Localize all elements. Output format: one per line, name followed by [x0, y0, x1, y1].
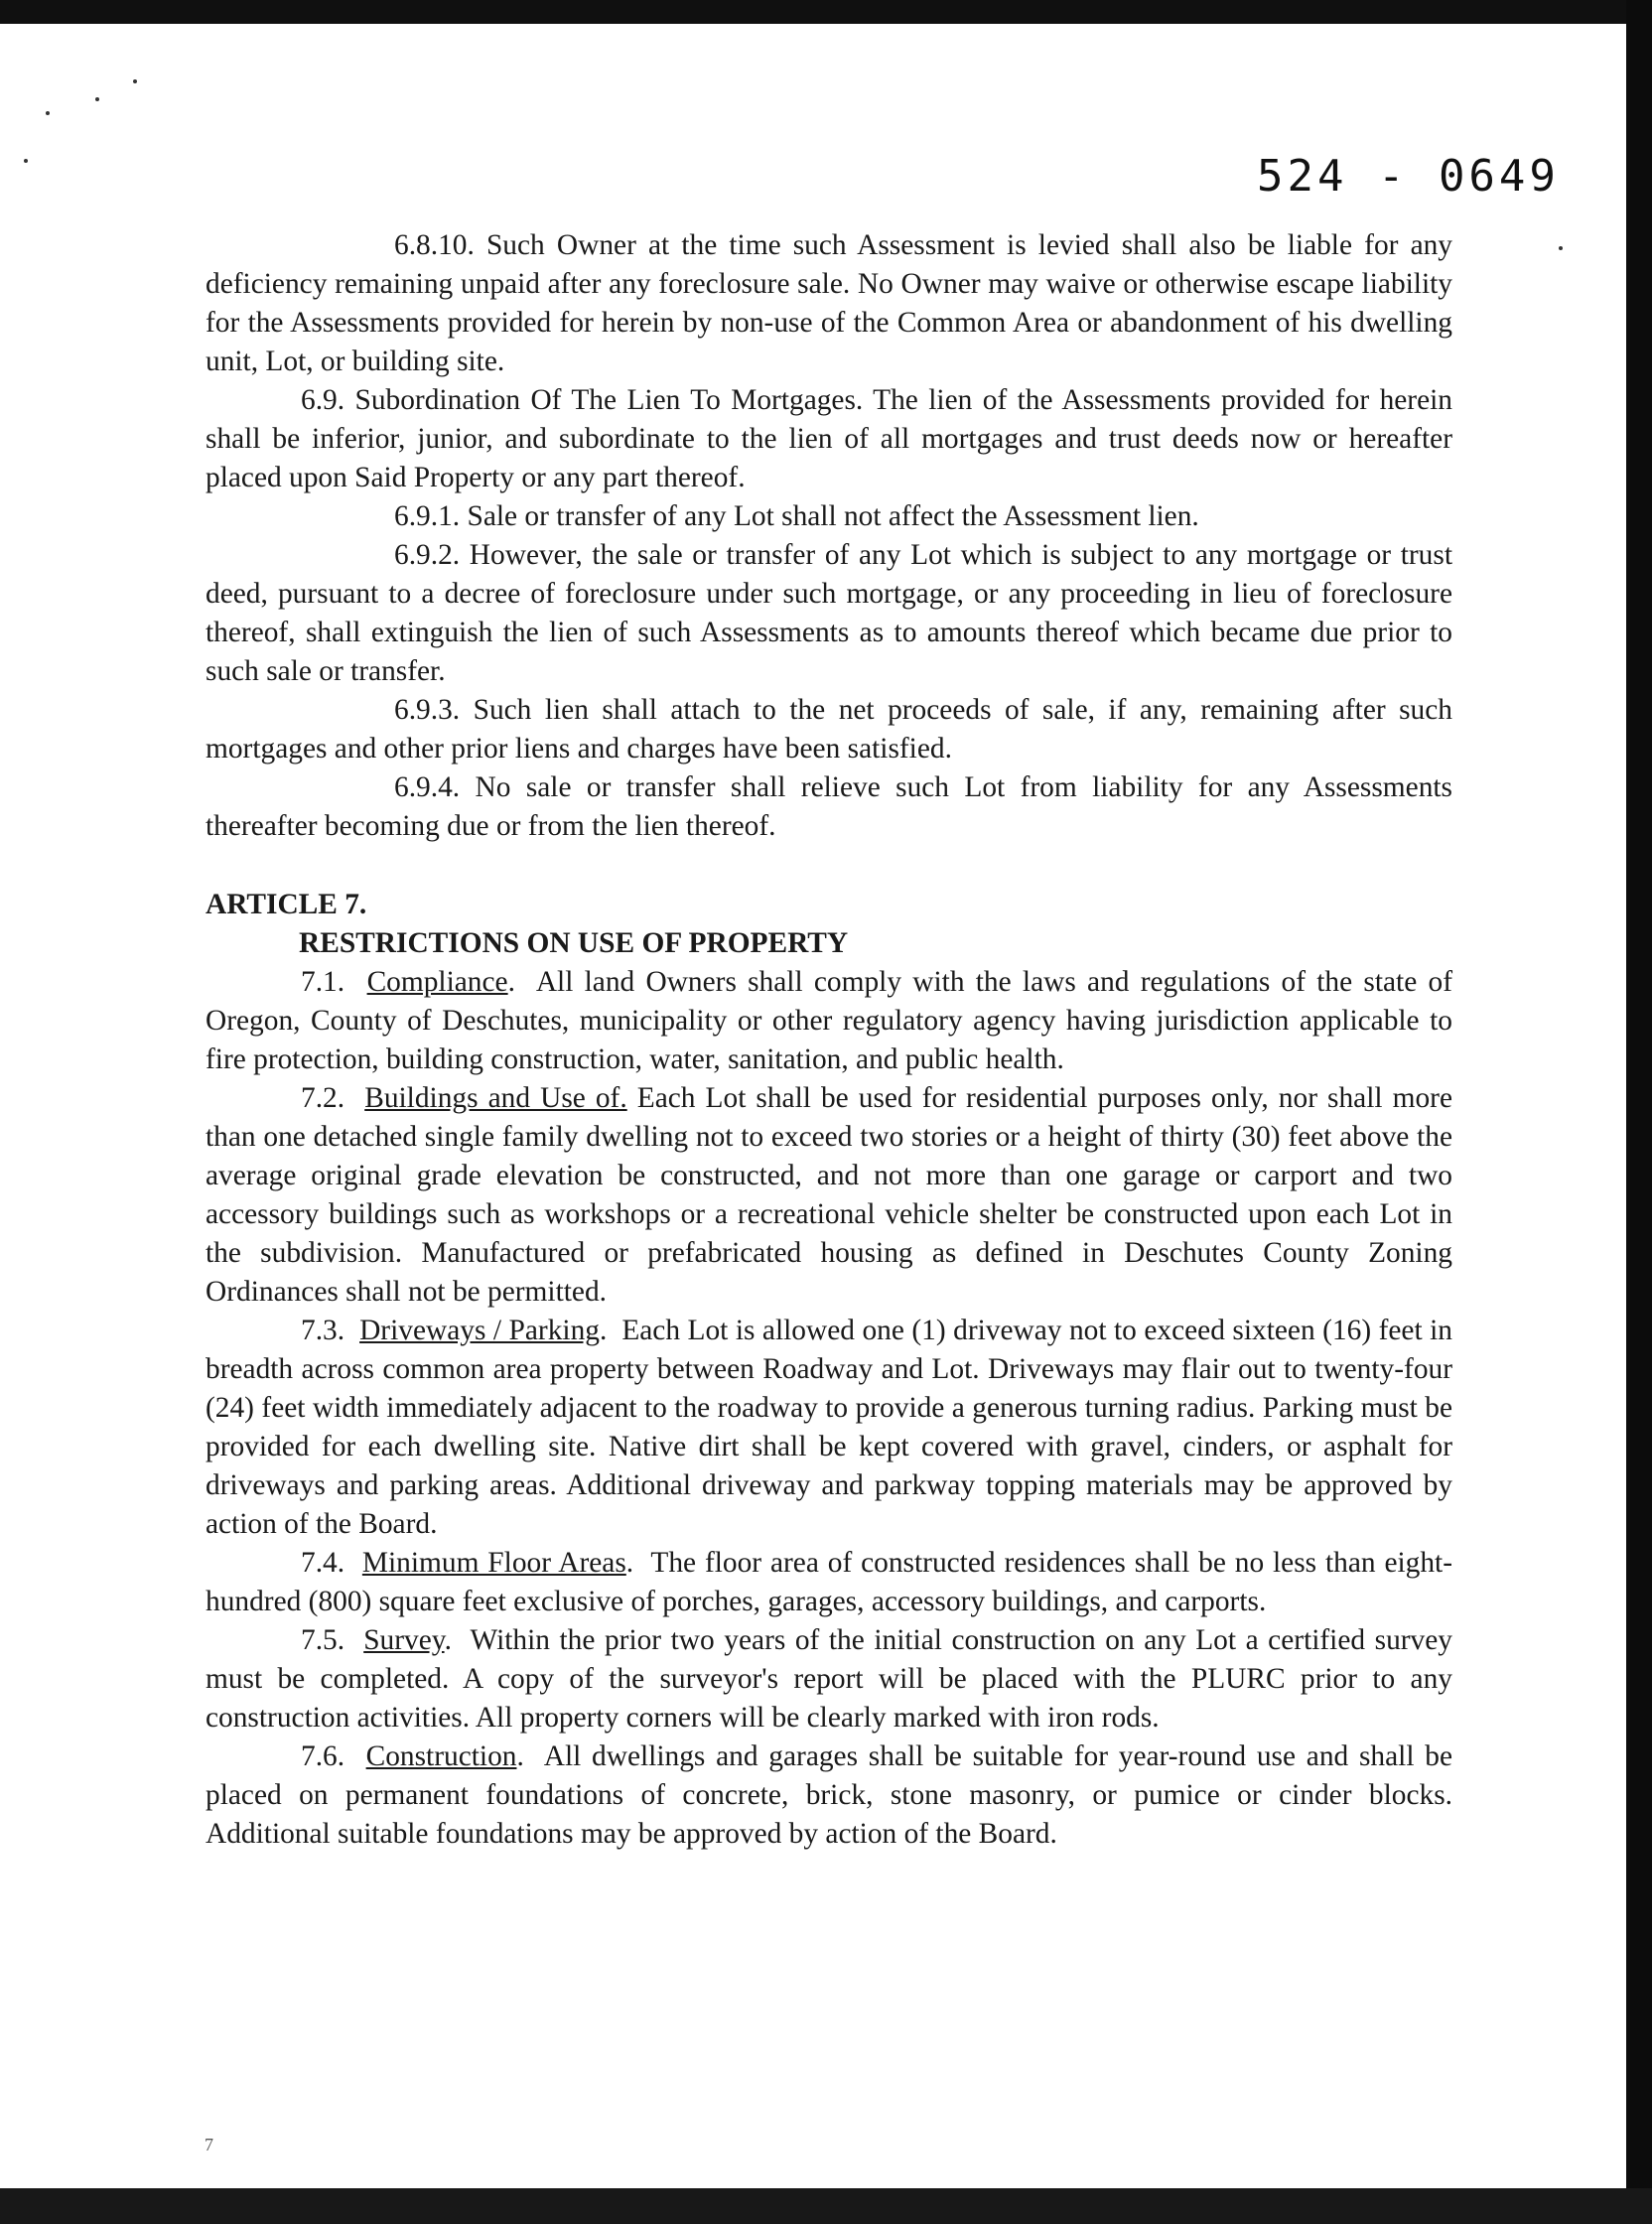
section-7-6: [206, 1738, 1452, 1854]
heading-punct: .: [625, 1547, 634, 1579]
heading-punct: .: [444, 1624, 452, 1656]
scan-speck: [1559, 246, 1563, 250]
scan-border-top: [0, 0, 1652, 24]
scan-speck: [46, 111, 50, 115]
scan-border-bottom: [0, 2188, 1652, 2224]
section-number: 7.6.: [301, 1740, 345, 1772]
spacer: [206, 846, 1452, 886]
section-heading: Construction: [365, 1740, 517, 1772]
scan-border-right: [1626, 0, 1652, 2224]
section-text: All dwellings and garages shall be suitable for year-round use and shall be placed on permanent foundations of concrete, brick, stone masonry, or pumice or cinder blocks. Additional suitable foundations may be approved by action of the Board.: [206, 1740, 1452, 1850]
paragraph-6-8-10: 6.8.10. Such Owner at the time such Assessment is levied shall also be liable for any deficiency remaining unpaid after any foreclosure sale. No Owner may waive or otherwise escape liability for the Assessments provided for herein by non-use of the Common Area or abandonment of his dwelling unit, Lot, or building site.: [206, 229, 1452, 377]
section-heading: Compliance: [366, 966, 508, 998]
section-number: 7.2.: [301, 1082, 345, 1114]
section-text: All land Owners shall comply with the laws and regulations of the state of Oregon, County of Deschutes, municipality or other regulatory agency having jurisdiction applicable to fire protection, building construction, water, sanitation, and public health.: [206, 966, 1452, 1075]
section-number: 7.5.: [301, 1624, 345, 1656]
article-number: ARTICLE 7.: [206, 889, 367, 920]
article-title: RESTRICTIONS ON USE OF PROPERTY: [299, 927, 849, 959]
document-number: 524 - 0649: [1257, 151, 1560, 202]
section-7-3: [206, 1312, 1452, 1544]
heading-punct: .: [516, 1740, 524, 1772]
section-text: Each Lot shall be used for residential purposes only, nor shall more than one detached single family dwelling not to exceed two stories or a height of thirty (30) feet above the average original grade elevation be constructed, and not more than one garage or carport and two accessory buildings such as workshops or a recreational vehicle shelter be constructed upon each Lot in the subdivision. Manufactured or prefabricated housing as defined in Deschutes County Zoning Ordinances shall not be permitted.: [206, 1082, 1452, 1308]
paragraph-6-9-1: 6.9.1. Sale or transfer of any Lot shall not affect the Assessment lien.: [394, 500, 1199, 532]
paragraph-6-9-2: 6.9.2. However, the sale or transfer of any Lot which is subject to any mortgage or trust deed, pursuant to a decree of foreclosure under such mortgage, or any proceeding in lieu of foreclosure thereof, shall extinguish the lien of such Assessments as to amounts thereof which became due prior to such sale or transfer.: [206, 539, 1452, 687]
section-text: The floor area of constructed residences shall be no less than eight-hundred (800) square feet exclusive of porches, garages, accessory buildings, and carports.: [206, 1547, 1453, 1617]
section-7-5: [206, 1621, 1452, 1738]
section-heading: Driveways / Parking: [359, 1315, 600, 1346]
heading-punct: .: [599, 1315, 608, 1346]
section-heading: Buildings and Use of.: [364, 1082, 627, 1114]
scan-speck: [24, 159, 28, 163]
paragraph-6-9-3: 6.9.3. Such lien shall attach to the net proceeds of sale, if any, remaining after such mortgages and other prior liens and charges have been satisfied.: [206, 694, 1452, 764]
section-7-2: [206, 1079, 1452, 1312]
heading-punct: .: [507, 966, 515, 998]
section-7-4: [206, 1544, 1452, 1621]
section-text: Each Lot is allowed one (1) driveway not to exceed sixteen (16) feet in breadth across common area property between Roadway and Lot. Driveways may flair out to twenty-four (24) feet width immediately adjacent to the roadway to provide a generous turning radius. Parking must be provided for each dwelling site. Native dirt shall be kept covered with gravel, cinders, or asphalt for driveways and parking areas. Additional driveway and parkway topping materials may be approved by action of the Board.: [206, 1315, 1452, 1540]
document-body: [206, 226, 1452, 1854]
section-heading: Survey: [363, 1624, 445, 1656]
page-number: 7: [205, 2135, 213, 2154]
section-number: 7.4.: [301, 1547, 345, 1579]
section-text: Within the prior two years of the initial construction on any Lot a certified survey must be completed. A copy of the surveyor's report will be placed with the PLURC prior to any construction activities. All property corners will be clearly marked with iron rods.: [206, 1624, 1452, 1734]
section-number: 7.3.: [301, 1315, 345, 1346]
scan-speck: [95, 97, 99, 101]
section-7-1: [206, 963, 1452, 1079]
section-number: 7.1.: [301, 966, 345, 998]
paragraph-6-9: 6.9. Subordination Of The Lien To Mortgages. The lien of the Assessments provided for herein shall be inferior, junior, and subordinate to the lien of all mortgages and trust deeds now or hereafter placed upon Said Property or any part thereof.: [206, 384, 1452, 493]
section-heading: Minimum Floor Areas: [361, 1547, 626, 1579]
scan-speck: [133, 79, 137, 83]
paragraph-6-9-4: 6.9.4. No sale or transfer shall relieve such Lot from liability for any Assessments thereafter becoming due or from the lien thereof.: [206, 771, 1452, 842]
